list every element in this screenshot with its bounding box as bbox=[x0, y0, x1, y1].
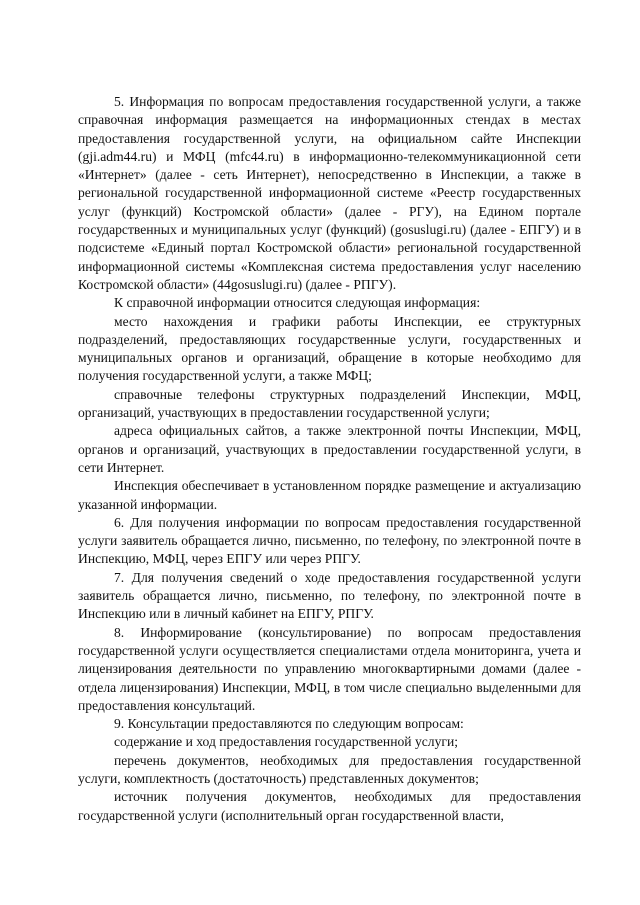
paragraph-location-schedule: место нахождения и графики работы Инспекции, ее структурных подразделений, предоставляющих государственные услуги, государственных и муниципальных органов и организаций, обращение в которые необходимо для получения государственной услуги, а также МФЦ; bbox=[78, 313, 581, 384]
paragraph-reference-phones: справочные телефоны структурных подразделений Инспекции, МФЦ, организаций, участвующих в предоставлении государственной услуги; bbox=[78, 386, 581, 421]
paragraph-service-content: содержание и ход предоставления государственной услуги; bbox=[114, 734, 458, 750]
paragraph-item-8: 8. Информирование (консультирование) по вопросам предоставления государственной услуги осуществляется специалистами отдела мониторинга, учета и лицензирования деятельности по управлению многоквартирными домами (далее - отдела лицензирования) Инспекции, МФЦ, в том числе специально выделенными для предоставления консультаций. bbox=[78, 624, 581, 713]
paragraph-inspection-ensures: Инспекция обеспечивает в установленном порядке размещение и актуализацию указанной информации. bbox=[78, 478, 581, 512]
paragraph-item-6: 6. Для получения информации по вопросам предоставления государственной услуги заявитель обращается лично, письменно, по телефону, по электронной почте в Инспекцию, МФЦ, через ЕПГУ или через РПГУ. bbox=[78, 514, 581, 567]
paragraph-documents-source: источник получения документов, необходимых для предоставления государственной услуги (исполнительный орган государственной власти, bbox=[78, 789, 581, 823]
paragraph-documents-list: перечень документов, необходимых для предоставления государственной услуги, комплектность (достаточность) представленных документов; bbox=[78, 752, 581, 786]
paragraph-reference-info-intro: К справочной информации относится следующая информация: bbox=[114, 295, 481, 311]
document-body bbox=[78, 93, 581, 825]
paragraph-item-9: 9. Консультации предоставляются по следующим вопросам: bbox=[114, 716, 464, 732]
paragraph-information-sources: 5. Информация по вопросам предоставления государственной услуги, а также справочная информация размещается на информационных стендах в местах предоставления государственной услуги, на официальном сайте Инспекции (gji.adm44.ru) и МФЦ (mfc44.ru) в информационно-телекоммуникационной сети «Интернет» (далее - сеть Интернет), непосредственно в Инспекции, а также в региональной государственной информационной системе «Реестр государственных услуг (функций) Костромской области» (далее - РГУ), на Едином портале государственных и муниципальных услуг (функций) (gosuslugi.ru) (далее - ЕПГУ) и в подсистеме «Единый портал Костромской области» региональной государственной информационной системы «Комплексная система предоставления услуг населению Костромской области» (44gosuslugi.ru) (далее - РПГУ). bbox=[78, 94, 581, 292]
paragraph-item-7: 7. Для получения сведений о ходе предоставления государственной услуги заявитель обращается лично, письменно, по телефону, по электронной почте в Инспекцию или в личный кабинет на ЕПГУ, РПГУ. bbox=[78, 569, 581, 622]
paragraph-website-addresses: адреса официальных сайтов, а также электронной почты Инспекции, МФЦ, органов и организаций, участвующих в предоставлении государственной услуги, в сети Интернет. bbox=[78, 423, 581, 475]
